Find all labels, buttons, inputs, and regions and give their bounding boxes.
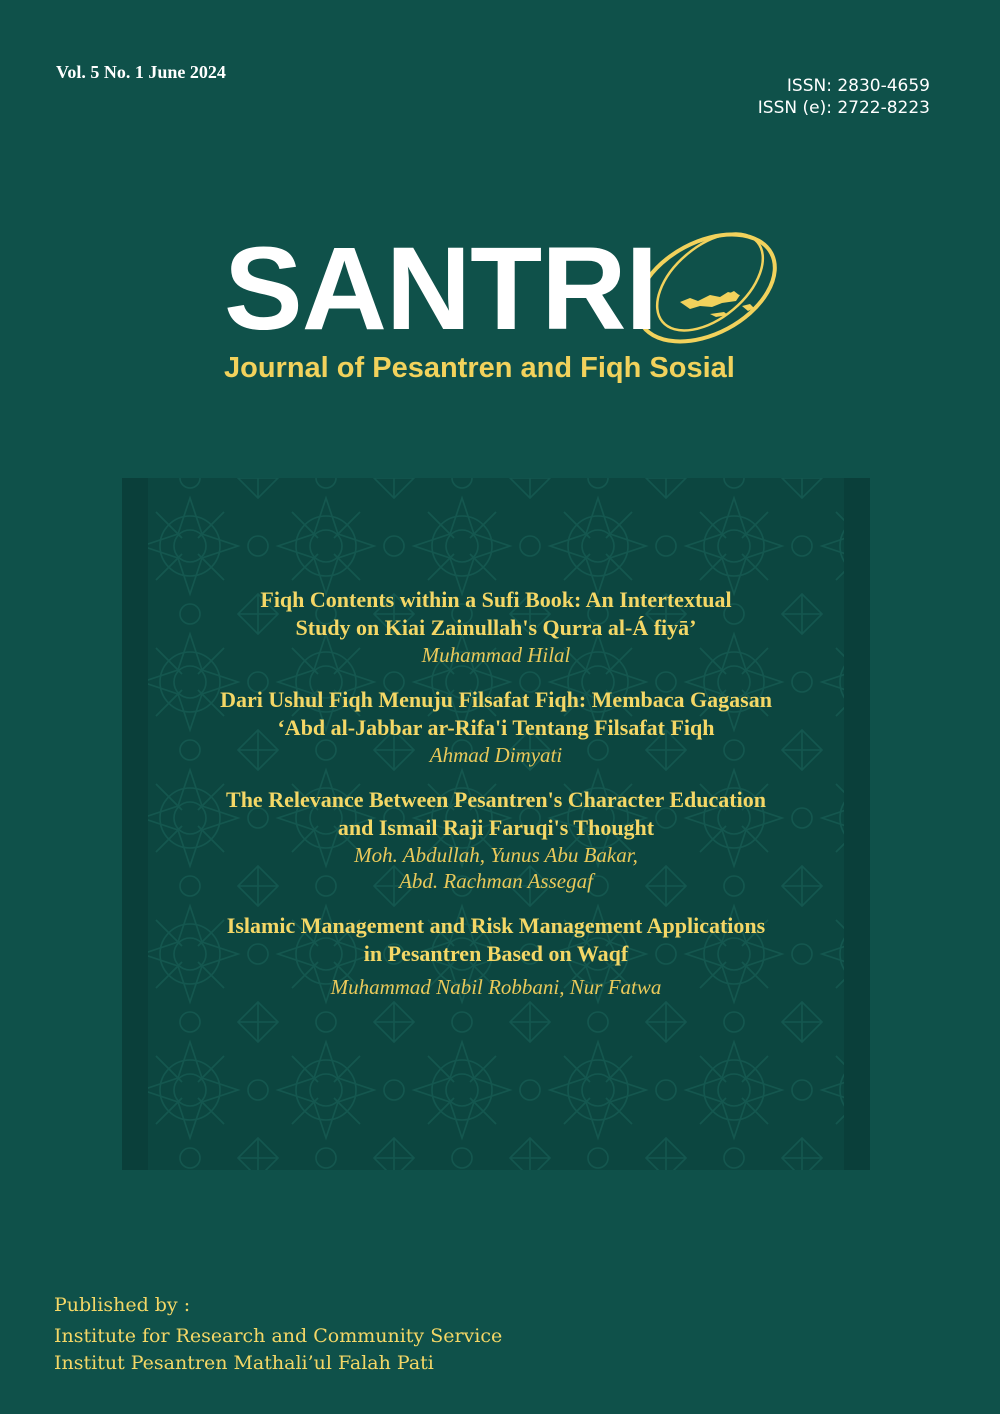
article-title — [122, 912, 870, 968]
article-item — [122, 586, 870, 668]
article-author-line: Muhammad Nabil Robbani, Nur Fatwa — [330, 975, 662, 999]
article-item — [122, 912, 870, 1000]
article-title-line: Dari Ushul Fiqh Menuju Filsafat Fiqh: Membaca Gagasan — [220, 687, 772, 712]
article-title-line: Fiqh Contents within a Sufi Book: An Intertextual — [260, 587, 732, 612]
issn-electronic: ISSN (e): 2722-8223 — [757, 98, 930, 118]
article-author — [122, 742, 870, 768]
article-item — [122, 686, 870, 768]
article-author-line: Muhammad Hilal — [421, 643, 571, 667]
article-title — [122, 786, 870, 842]
article-author — [122, 642, 870, 668]
article-item — [122, 786, 870, 894]
article-title-line: Islamic Management and Risk Management Applications — [226, 913, 766, 938]
contents-panel — [122, 478, 870, 1170]
publisher-line: Institut Pesantren Mathali’ul Falah Pati — [54, 1352, 434, 1374]
article-title — [122, 586, 870, 642]
article-author-line: Ahmad Dimyati — [429, 743, 563, 767]
journal-subtitle: Journal of Pesantren and Fiqh Sosial — [224, 352, 735, 384]
article-title-line: ‘Abd al-Jabbar ar-Rifa'i Tentang Filsafat Fiqh — [277, 715, 715, 740]
article-author — [122, 974, 870, 1000]
publisher-line: Institute for Research and Community Service — [54, 1325, 503, 1347]
journal-logo — [220, 210, 840, 400]
publisher-label: Published by : — [54, 1294, 191, 1316]
article-author-line: Abd. Rachman Assegaf — [399, 869, 593, 893]
article-title-line: Study on Kiai Zainullah's Qurra al-Á fiyā’ — [295, 615, 697, 640]
article-list — [122, 586, 870, 1018]
article-author — [122, 842, 870, 894]
issn-print: ISSN: 2830-4659 — [786, 76, 930, 96]
journal-title: SANTRI — [224, 223, 658, 355]
volume-info: Vol. 5 No. 1 June 2024 — [56, 62, 226, 82]
article-author-line: Moh. Abdullah, Yunus Abu Bakar, — [354, 843, 638, 867]
publisher-block — [54, 1292, 502, 1377]
article-title-line: in Pesantren Based on Waqf — [363, 941, 629, 966]
article-title — [122, 686, 870, 742]
article-title-line: and Ismail Raji Faruqi's Thought — [337, 815, 655, 840]
issn-block — [758, 75, 930, 119]
article-title-line: The Relevance Between Pesantren's Character Education — [226, 787, 766, 812]
